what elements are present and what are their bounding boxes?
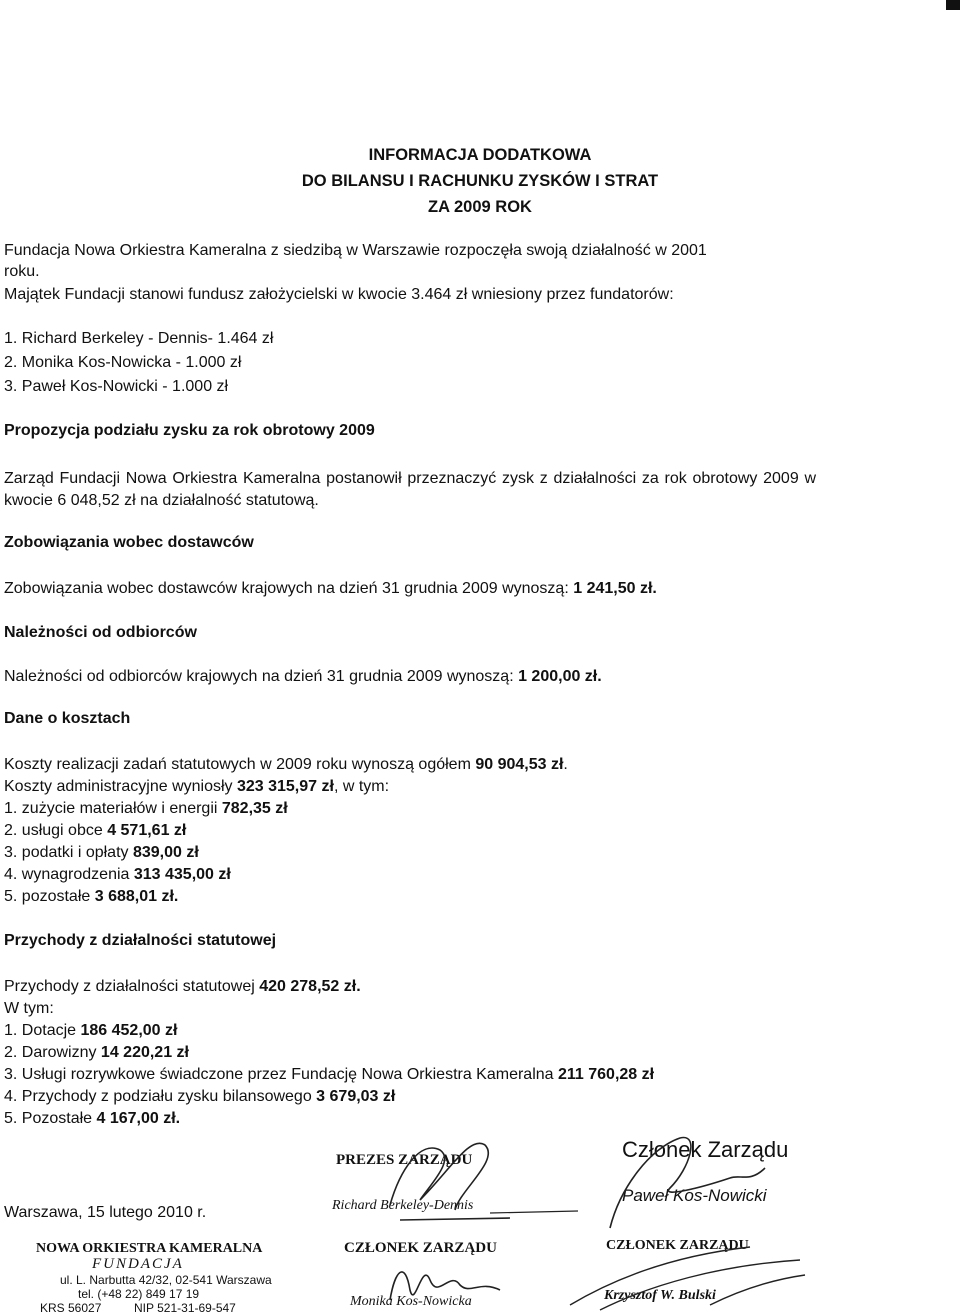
member-right-role: Członek Zarządu [622,1137,789,1162]
intro-line-2: roku. [4,263,40,280]
profit-text: Zarząd Fundacji Nowa Orkiestra Kameralna postanowił przeznaczyć zysk z działalności za rok obrotowy 2009 w kwocie 6 048,52 zł na działalność statutową. [4,470,816,509]
board-member-center-role: CZŁONEK ZARZĄDU [344,1240,497,1256]
profit-heading: Propozycja podziału zysku za rok obrotowy 2009 [4,422,375,439]
cost-item: 4. wynagrodzenia 313 435,00 zł [4,866,231,883]
liabilities-text: Zobowiązania wobec dostawców krajowych na dzień 31 grudnia 2009 wynoszą: 1 241,50 zł. [4,580,657,597]
revenue-wtym: W tym: [4,1000,54,1017]
title-line-2: DO BILANSU I RACHUNKU ZYSKÓW I STRAT [301,172,659,190]
intro-line-3: Majątek Fundacji stanowi fundusz założycielski w kwocie 3.464 zł wniesiony przez fundatorów: [4,286,674,303]
board-member-right-role: CZŁONEK ZARZĄDU [606,1238,749,1253]
revenue-item: 4. Przychody z podziału zysku bilansowego 3 679,03 zł [4,1088,396,1105]
revenue-item: 5. Pozostałe 4 167,00 zł. [4,1110,181,1127]
costs-admin: Koszty administracyjne wyniosły 323 315,97 zł, w tym: [4,778,390,795]
member-right-signature [590,1128,800,1238]
founder-item: 3. Paweł Kos-Nowicki - 1.000 zł [4,378,229,395]
board-member-center-signature [360,1250,530,1310]
member-right-name: Paweł Kos-Nowicki [622,1186,767,1205]
corner-mark [946,0,960,10]
stamp-address: ul. L. Narbutta 42/32, 02-541 Warszawa [60,1273,272,1287]
stamp-type: FUNDACJA [92,1256,184,1272]
receivables-text: Należności od odbiorców krajowych na dzień 31 grudnia 2009 wynoszą: 1 200,00 zł. [4,668,602,685]
stamp-krs: KRS 56027 [40,1301,102,1315]
president-underline [490,1205,580,1219]
revenue-item: 2. Darowizny 14 220,21 zł [4,1044,189,1061]
date-place: Warszawa, 15 lutego 2010 r. [4,1204,207,1221]
revenue-text: Przychody z działalności statutowej 420 278,52 zł. [4,978,361,995]
stamp-phone: tel. (+48 22) 849 17 19 [78,1287,200,1301]
revenue-heading: Przychody z działalności statutowej [4,932,277,949]
receivables-heading: Należności od odbiorców [4,624,197,641]
revenue-item: 3. Usługi rozrywkowe świadczone przez Fundację Nowa Orkiestra Kameralna 211 760,28 zł [4,1066,655,1083]
board-member-right-signature [560,1235,820,1315]
founder-item: 2. Monika Kos-Nowicka - 1.000 zł [4,354,242,371]
cost-item: 5. pozostałe 3 688,01 zł. [4,888,179,905]
cost-item: 3. podatki i opłaty 839,00 zł [4,844,199,861]
president-role: PREZES ZARZĄDU [336,1152,473,1168]
founder-item: 1. Richard Berkeley - Dennis- 1.464 zł [4,330,274,347]
stamp-nip: NIP 521-31-69-547 [134,1301,236,1315]
receivables-amount: 1 200,00 zł. [518,668,602,685]
cost-item: 2. usługi obce 4 571,61 zł [4,822,187,839]
costs-heading: Dane o kosztach [4,710,131,727]
president-name: Richard Berkeley-Dennis [332,1198,474,1213]
intro-line-1: Fundacja Nowa Orkiestra Kameralna z siedzibą w Warszawie rozpoczęła swoją działalność w 2001 [4,242,707,259]
revenue-item: 1. Dotacje 186 452,00 zł [4,1022,178,1039]
liabilities-amount: 1 241,50 zł. [573,580,657,597]
costs-statutory: Koszty realizacji zadań statutowych w 2009 roku wynoszą ogółem 90 904,53 zł. [4,756,568,773]
cost-item: 1. zużycie materiałów i energii 782,35 zł [4,800,288,817]
board-member-right-name: Krzysztof W. Bulski [604,1288,716,1303]
stamp-name: NOWA ORKIESTRA KAMERALNA [36,1241,263,1256]
liabilities-heading: Zobowiązania wobec dostawców [4,534,254,551]
board-member-center-name: Monika Kos-Nowicka [350,1294,472,1309]
title-line-3: ZA 2009 ROK [428,198,532,216]
title-line-1: INFORMACJA DODATKOWA [368,146,592,164]
